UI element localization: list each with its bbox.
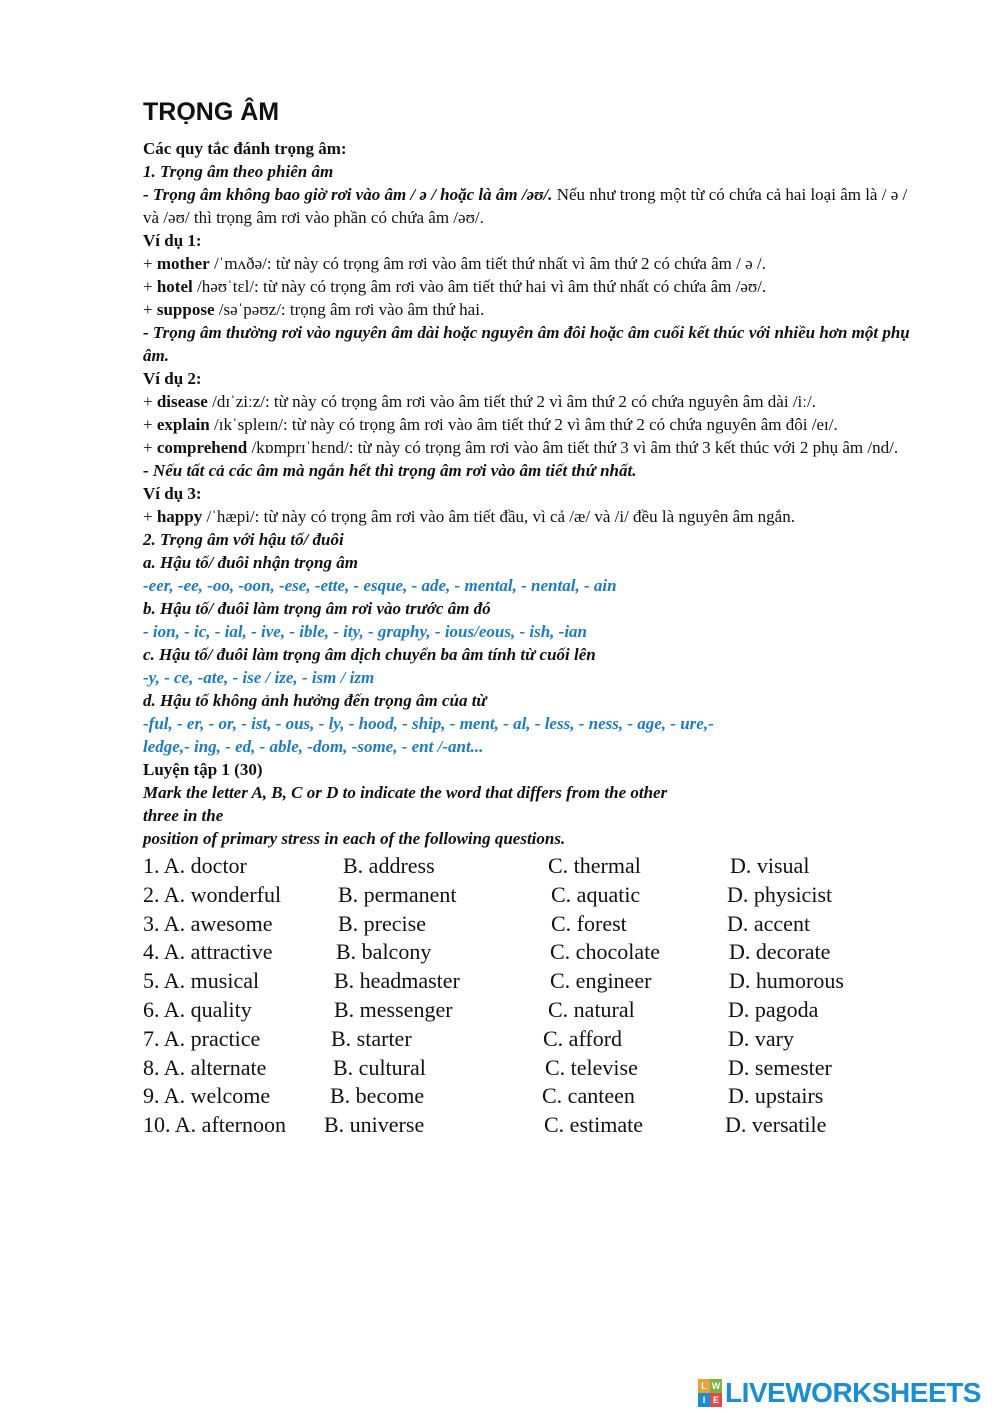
logo-mark-letter: W (711, 1381, 721, 1391)
example-item (143, 390, 923, 413)
practice-instruction-1: Mark the letter A, B, C or D to indicate the word that differs from the other (143, 783, 668, 802)
section1-heading: 1. Trọng âm theo phiên âm (143, 162, 334, 181)
suffix-d-list-1: -ful, - er, - or, - ist, - ous, - ly, - hood, - ship, - ment, - al, - less, - ness, - age, - ure,- (143, 714, 714, 733)
answer-option-a[interactable]: 3. A. awesome (143, 910, 273, 936)
example-1-label: Ví dụ 1: (143, 231, 202, 250)
answer-option-d[interactable]: D. semester (728, 1054, 832, 1080)
answer-option-d[interactable]: D. physicist (727, 881, 833, 907)
answer-option-d[interactable]: D. pagoda (728, 996, 819, 1022)
answer-option-a[interactable]: 2. A. wonderful (143, 881, 282, 907)
answer-option-b[interactable]: B. precise (338, 910, 426, 936)
example-word: comprehend (156, 438, 248, 457)
example-explanation: /dɪˈziːz/: từ này có trọng âm rơi vào âm tiết thứ 2 vì âm thứ 2 có chứa nguyên âm dài /iː/. (207, 392, 816, 411)
rule-1-text: Nếu như trong một từ có chứa cả hai loại âm là / ə / và /əʊ/ thì trọng âm rơi vào phần có chứa âm /əʊ/. (143, 185, 908, 227)
example-word: suppose (156, 300, 215, 319)
answer-option-c[interactable]: C. estimate (544, 1112, 643, 1138)
logo-text: LIVEWORKSHEETS (725, 1377, 981, 1408)
question-row (143, 1054, 923, 1083)
answer-option-b[interactable]: B. address (343, 853, 435, 878)
example-explanation: /ˈmʌðə/: từ này có trọng âm rơi vào âm tiết thứ nhất vì âm thứ 2 có chứa âm / ə /. (209, 254, 766, 273)
logo-mark-letter: I (698, 1393, 710, 1407)
example-prefix: + (143, 392, 157, 411)
example-item (143, 275, 923, 298)
answer-option-b[interactable]: B. universe (324, 1112, 425, 1138)
answer-option-d[interactable]: D. accent (727, 910, 811, 936)
example-1-list (143, 252, 923, 321)
answer-option-c[interactable]: C. engineer (550, 968, 652, 994)
answer-option-c[interactable]: C. forest (551, 910, 627, 936)
rule-3: - Nếu tất cả các âm mà ngắn hết thì trọng âm rơi vào âm tiết thứ nhất. (143, 461, 637, 480)
question-row (143, 996, 923, 1025)
answer-option-b[interactable]: B. balcony (336, 939, 432, 965)
example-3-list (143, 505, 923, 528)
example-item (143, 298, 923, 321)
answer-option-b[interactable]: B. headmaster (334, 968, 460, 994)
answer-option-a[interactable]: 6. A. quality (143, 996, 252, 1022)
example-word: hotel (156, 277, 193, 296)
suffix-b-list: - ion, - ic, - ial, - ive, - ible, - ity, - graphy, - ious/eous, - ish, -ian (143, 622, 588, 641)
answer-option-c[interactable]: C. afford (543, 1025, 623, 1051)
example-2-label: Ví dụ 2: (143, 369, 202, 388)
rule-2: - Trọng âm thường rơi vào nguyên âm dài hoặc nguyên âm đôi hoặc âm cuối kết thúc với nhiều hơn một phụ âm. (143, 323, 910, 365)
example-item (143, 505, 923, 528)
example-item (143, 436, 923, 459)
answer-option-a[interactable]: 1. A. doctor (143, 853, 247, 878)
question-row (143, 938, 923, 967)
question-row (143, 881, 923, 910)
logo-mark-letter: E (710, 1393, 722, 1407)
suffix-d-list-2: ledge,- ing, - ed, - able, -dom, -some, - ent /-ant... (143, 737, 484, 756)
question-row (143, 910, 923, 939)
answer-option-d[interactable]: D. vary (728, 1025, 794, 1051)
example-prefix: + (143, 254, 157, 273)
suffix-a-label: a. Hậu tố/ đuôi nhận trọng âm (143, 553, 358, 572)
answer-option-d[interactable]: D. upstairs (728, 1083, 824, 1109)
worksheet-page (143, 95, 923, 1140)
logo-mark-icon (698, 1379, 722, 1407)
answer-option-d[interactable]: D. humorous (729, 968, 844, 994)
practice-heading: Luyện tập 1 (30) (143, 760, 263, 779)
page-title: TRỌNG ÂM (143, 98, 280, 126)
answer-option-c[interactable]: C. canteen (542, 1083, 635, 1109)
example-word: explain (156, 415, 210, 434)
question-row (143, 852, 923, 881)
question-row (143, 1082, 923, 1111)
example-prefix: + (143, 438, 157, 457)
answer-option-c[interactable]: C. televise (545, 1054, 638, 1080)
section2-heading: 2. Trọng âm với hậu tố/ đuôi (143, 530, 344, 549)
answer-option-b[interactable]: B. starter (331, 1025, 412, 1051)
question-row (143, 1025, 923, 1054)
liveworksheets-logo (698, 1376, 981, 1410)
example-explanation: /həʊˈtɛl/: từ này có trọng âm rơi vào âm tiết thứ hai vì âm thứ nhất có chứa âm /əʊ/. (192, 277, 767, 296)
example-explanation: /ˈhæpi/: từ này có trọng âm rơi vào âm tiết đầu, vì cả /æ/ và /i/ đều là nguyên âm ngắn. (202, 507, 795, 526)
practice-instruction-3: position of primary stress in each of the following questions. (143, 829, 566, 848)
question-row (143, 967, 923, 996)
suffix-c-list: -y, - ce, -ate, - ise / ize, - ism / izm (143, 668, 375, 687)
rules-heading: Các quy tắc đánh trọng âm: (143, 139, 347, 158)
suffix-b-label: b. Hậu tố/ đuôi làm trọng âm rơi vào trước âm đó (143, 599, 491, 618)
answer-option-c[interactable]: C. aquatic (551, 881, 641, 907)
answer-option-c[interactable]: C. thermal (548, 853, 641, 878)
example-word: happy (156, 507, 203, 526)
practice-instruction-2: three in the (143, 806, 224, 825)
example-word: mother (156, 254, 210, 273)
answer-option-a[interactable]: 8. A. alternate (143, 1054, 267, 1080)
answer-option-a[interactable]: 5. A. musical (143, 968, 260, 994)
example-explanation: /kɒmprɪˈhɛnd/: từ này có trọng âm rơi vào âm tiết thứ 3 vì âm thứ 3 kết thúc với 2 phụ âm /nd/. (247, 438, 899, 457)
example-prefix: + (143, 415, 157, 434)
rule-1-bold: - Trọng âm không bao giờ rơi vào âm / ə / hoặc là âm /əʊ/. (143, 185, 553, 204)
example-3-label: Ví dụ 3: (143, 484, 202, 503)
answer-option-a[interactable]: 4. A. attractive (143, 939, 273, 965)
answer-option-c[interactable]: C. natural (548, 996, 635, 1022)
example-item (143, 252, 923, 275)
example-word: disease (156, 392, 208, 411)
answer-option-b[interactable]: B. become (330, 1083, 425, 1109)
example-item (143, 413, 923, 436)
example-prefix: + (143, 507, 157, 526)
answer-option-c[interactable]: C. chocolate (550, 939, 660, 965)
example-explanation: /səˈpəʊz/: trọng âm rơi vào âm thứ hai. (214, 300, 485, 319)
answer-option-d[interactable]: D. visual (730, 853, 810, 878)
answer-option-d[interactable]: D. decorate (729, 939, 831, 965)
answer-option-a[interactable]: 9. A. welcome (143, 1083, 271, 1109)
suffix-d-label: d. Hậu tố không ảnh hưởng đến trọng âm của từ (143, 691, 487, 710)
suffix-a-list: -eer, -ee, -oo, -oon, -ese, -ette, - esque, - ade, - mental, - nental, - ain (143, 576, 617, 595)
answer-option-d[interactable]: D. versatile (725, 1112, 827, 1138)
example-prefix: + (143, 277, 157, 296)
answer-option-b[interactable]: B. messenger (334, 996, 453, 1022)
answer-option-b[interactable]: B. permanent (338, 881, 457, 907)
question-list (143, 852, 923, 1140)
rule-1 (143, 183, 923, 229)
answer-option-b[interactable]: B. cultural (333, 1054, 426, 1080)
logo-mark-letter: L (698, 1379, 710, 1393)
answer-option-a[interactable]: 7. A. practice (143, 1025, 261, 1051)
suffix-c-label: c. Hậu tố/ đuôi làm trọng âm dịch chuyển ba âm tính từ cuối lên (143, 645, 596, 664)
example-2-list (143, 390, 923, 459)
question-row (143, 1111, 923, 1140)
example-prefix: + (143, 300, 157, 319)
example-explanation: /ɪkˈspleɪn/: từ này có trọng âm rơi vào âm tiết thứ 2 vì âm thứ 2 có chứa nguyên âm đôi /eɪ/. (209, 415, 838, 434)
answer-option-a[interactable]: 10. A. afternoon (143, 1112, 286, 1138)
